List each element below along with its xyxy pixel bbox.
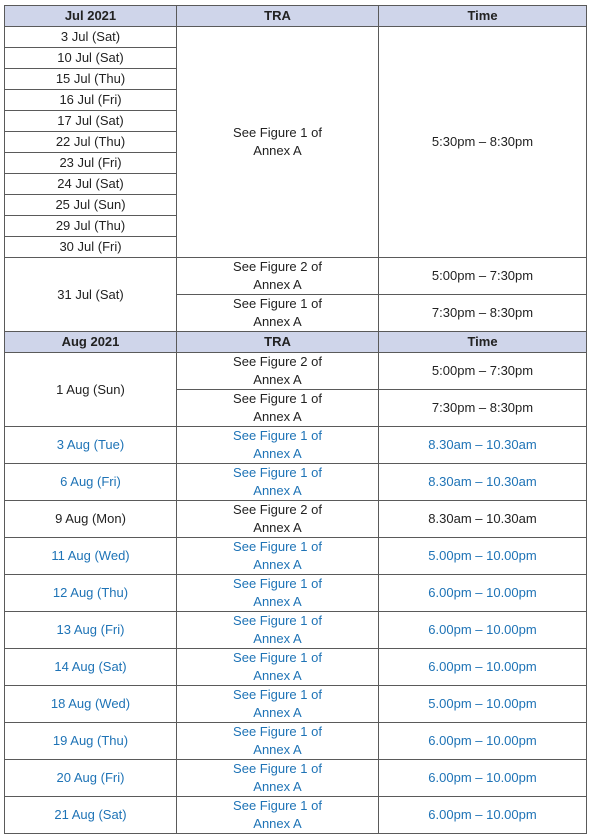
date-cell: 15 Jul (Thu) <box>5 69 177 90</box>
date-cell: 6 Aug (Fri) <box>5 464 177 501</box>
time-header: Time <box>379 6 587 27</box>
time-cell: 6.00pm – 10.00pm <box>379 760 587 797</box>
table-row <box>5 538 587 575</box>
date-cell: 22 Jul (Thu) <box>5 132 177 153</box>
time-cell: 5.00pm – 10.00pm <box>379 538 587 575</box>
date-cell: 1 Aug (Sun) <box>5 353 177 427</box>
tra-cell <box>177 686 379 723</box>
time-cell: 8.30am – 10.30am <box>379 501 587 538</box>
date-cell: 19 Aug (Thu) <box>5 723 177 760</box>
tra-text-line2: Annex A <box>253 483 302 498</box>
tra-text-line1: See Figure 1 of <box>233 391 322 406</box>
tra-text-line1: See Figure 1 of <box>233 724 322 739</box>
date-cell: 25 Jul (Sun) <box>5 195 177 216</box>
schedule-table-body <box>5 6 587 834</box>
tra-text-line2: Annex A <box>253 668 302 683</box>
tra-text-line1: See Figure 1 of <box>233 296 322 311</box>
tra-text-line2: Annex A <box>253 372 302 387</box>
date-cell: 16 Jul (Fri) <box>5 90 177 111</box>
date-cell: 3 Jul (Sat) <box>5 27 177 48</box>
tra-cell <box>177 538 379 575</box>
tra-text-line1: See Figure 1 of <box>233 428 322 443</box>
header-row <box>5 332 587 353</box>
time-cell: 5.00pm – 10.00pm <box>379 686 587 723</box>
date-cell: 18 Aug (Wed) <box>5 686 177 723</box>
tra-cell <box>177 258 379 295</box>
table-row <box>5 649 587 686</box>
date-cell: 29 Jul (Thu) <box>5 216 177 237</box>
tra-text-line2: Annex A <box>253 557 302 572</box>
table-row <box>5 612 587 649</box>
tra-text-line1: See Figure 1 of <box>233 687 322 702</box>
time-cell: 6.00pm – 10.00pm <box>379 612 587 649</box>
time-cell: 6.00pm – 10.00pm <box>379 797 587 834</box>
date-cell: 30 Jul (Fri) <box>5 237 177 258</box>
date-cell: 31 Jul (Sat) <box>5 258 177 332</box>
tra-header: TRA <box>177 332 379 353</box>
tra-cell <box>177 797 379 834</box>
tra-cell <box>177 295 379 332</box>
table-row <box>5 575 587 612</box>
tra-text-line1: See Figure 1 of <box>233 576 322 591</box>
tra-cell <box>177 27 379 258</box>
time-cell: 6.00pm – 10.00pm <box>379 723 587 760</box>
month-header: Aug 2021 <box>5 332 177 353</box>
tra-text-line2: Annex A <box>253 143 302 158</box>
header-row <box>5 6 587 27</box>
tra-text-line1: See Figure 2 of <box>233 502 322 517</box>
time-cell: 5:30pm – 8:30pm <box>379 27 587 258</box>
date-cell: 21 Aug (Sat) <box>5 797 177 834</box>
tra-text-line2: Annex A <box>253 409 302 424</box>
date-cell: 12 Aug (Thu) <box>5 575 177 612</box>
date-cell: 10 Jul (Sat) <box>5 48 177 69</box>
tra-cell <box>177 501 379 538</box>
tra-text-line2: Annex A <box>253 520 302 535</box>
table-row <box>5 353 587 390</box>
date-cell: 17 Jul (Sat) <box>5 111 177 132</box>
tra-text-line2: Annex A <box>253 631 302 646</box>
tra-header: TRA <box>177 6 379 27</box>
time-cell: 7:30pm – 8:30pm <box>379 390 587 427</box>
tra-cell <box>177 760 379 797</box>
table-row <box>5 723 587 760</box>
time-header: Time <box>379 332 587 353</box>
table-row <box>5 464 587 501</box>
tra-text-line1: See Figure 1 of <box>233 761 322 776</box>
table-row <box>5 501 587 538</box>
tra-text-line1: See Figure 1 of <box>233 125 322 140</box>
tra-text-line2: Annex A <box>253 779 302 794</box>
tra-cell <box>177 427 379 464</box>
schedule-table <box>4 5 587 834</box>
tra-text-line1: See Figure 2 of <box>233 354 322 369</box>
tra-text-line2: Annex A <box>253 314 302 329</box>
date-cell: 24 Jul (Sat) <box>5 174 177 195</box>
table-row <box>5 27 587 48</box>
date-cell: 11 Aug (Wed) <box>5 538 177 575</box>
time-cell: 8.30am – 10.30am <box>379 464 587 501</box>
tra-cell <box>177 649 379 686</box>
tra-cell <box>177 390 379 427</box>
time-cell: 8.30am – 10.30am <box>379 427 587 464</box>
table-row <box>5 427 587 464</box>
date-cell: 9 Aug (Mon) <box>5 501 177 538</box>
date-cell: 20 Aug (Fri) <box>5 760 177 797</box>
tra-cell <box>177 723 379 760</box>
tra-text-line2: Annex A <box>253 446 302 461</box>
tra-text-line2: Annex A <box>253 594 302 609</box>
tra-text-line2: Annex A <box>253 705 302 720</box>
tra-cell <box>177 612 379 649</box>
table-row <box>5 258 587 295</box>
tra-text-line2: Annex A <box>253 816 302 831</box>
month-header: Jul 2021 <box>5 6 177 27</box>
tra-cell <box>177 353 379 390</box>
tra-text-line1: See Figure 1 of <box>233 539 322 554</box>
time-cell: 7:30pm – 8:30pm <box>379 295 587 332</box>
table-row <box>5 686 587 723</box>
tra-text-line1: See Figure 2 of <box>233 259 322 274</box>
date-cell: 3 Aug (Tue) <box>5 427 177 464</box>
tra-text-line1: See Figure 1 of <box>233 798 322 813</box>
date-cell: 23 Jul (Fri) <box>5 153 177 174</box>
time-cell: 5:00pm – 7:30pm <box>379 258 587 295</box>
tra-text-line2: Annex A <box>253 277 302 292</box>
table-row <box>5 797 587 834</box>
tra-text-line1: See Figure 1 of <box>233 465 322 480</box>
tra-text-line1: See Figure 1 of <box>233 650 322 665</box>
date-cell: 14 Aug (Sat) <box>5 649 177 686</box>
time-cell: 5:00pm – 7:30pm <box>379 353 587 390</box>
date-cell: 13 Aug (Fri) <box>5 612 177 649</box>
time-cell: 6.00pm – 10.00pm <box>379 575 587 612</box>
time-cell: 6.00pm – 10.00pm <box>379 649 587 686</box>
tra-text-line1: See Figure 1 of <box>233 613 322 628</box>
tra-cell <box>177 575 379 612</box>
tra-text-line2: Annex A <box>253 742 302 757</box>
tra-cell <box>177 464 379 501</box>
table-row <box>5 760 587 797</box>
